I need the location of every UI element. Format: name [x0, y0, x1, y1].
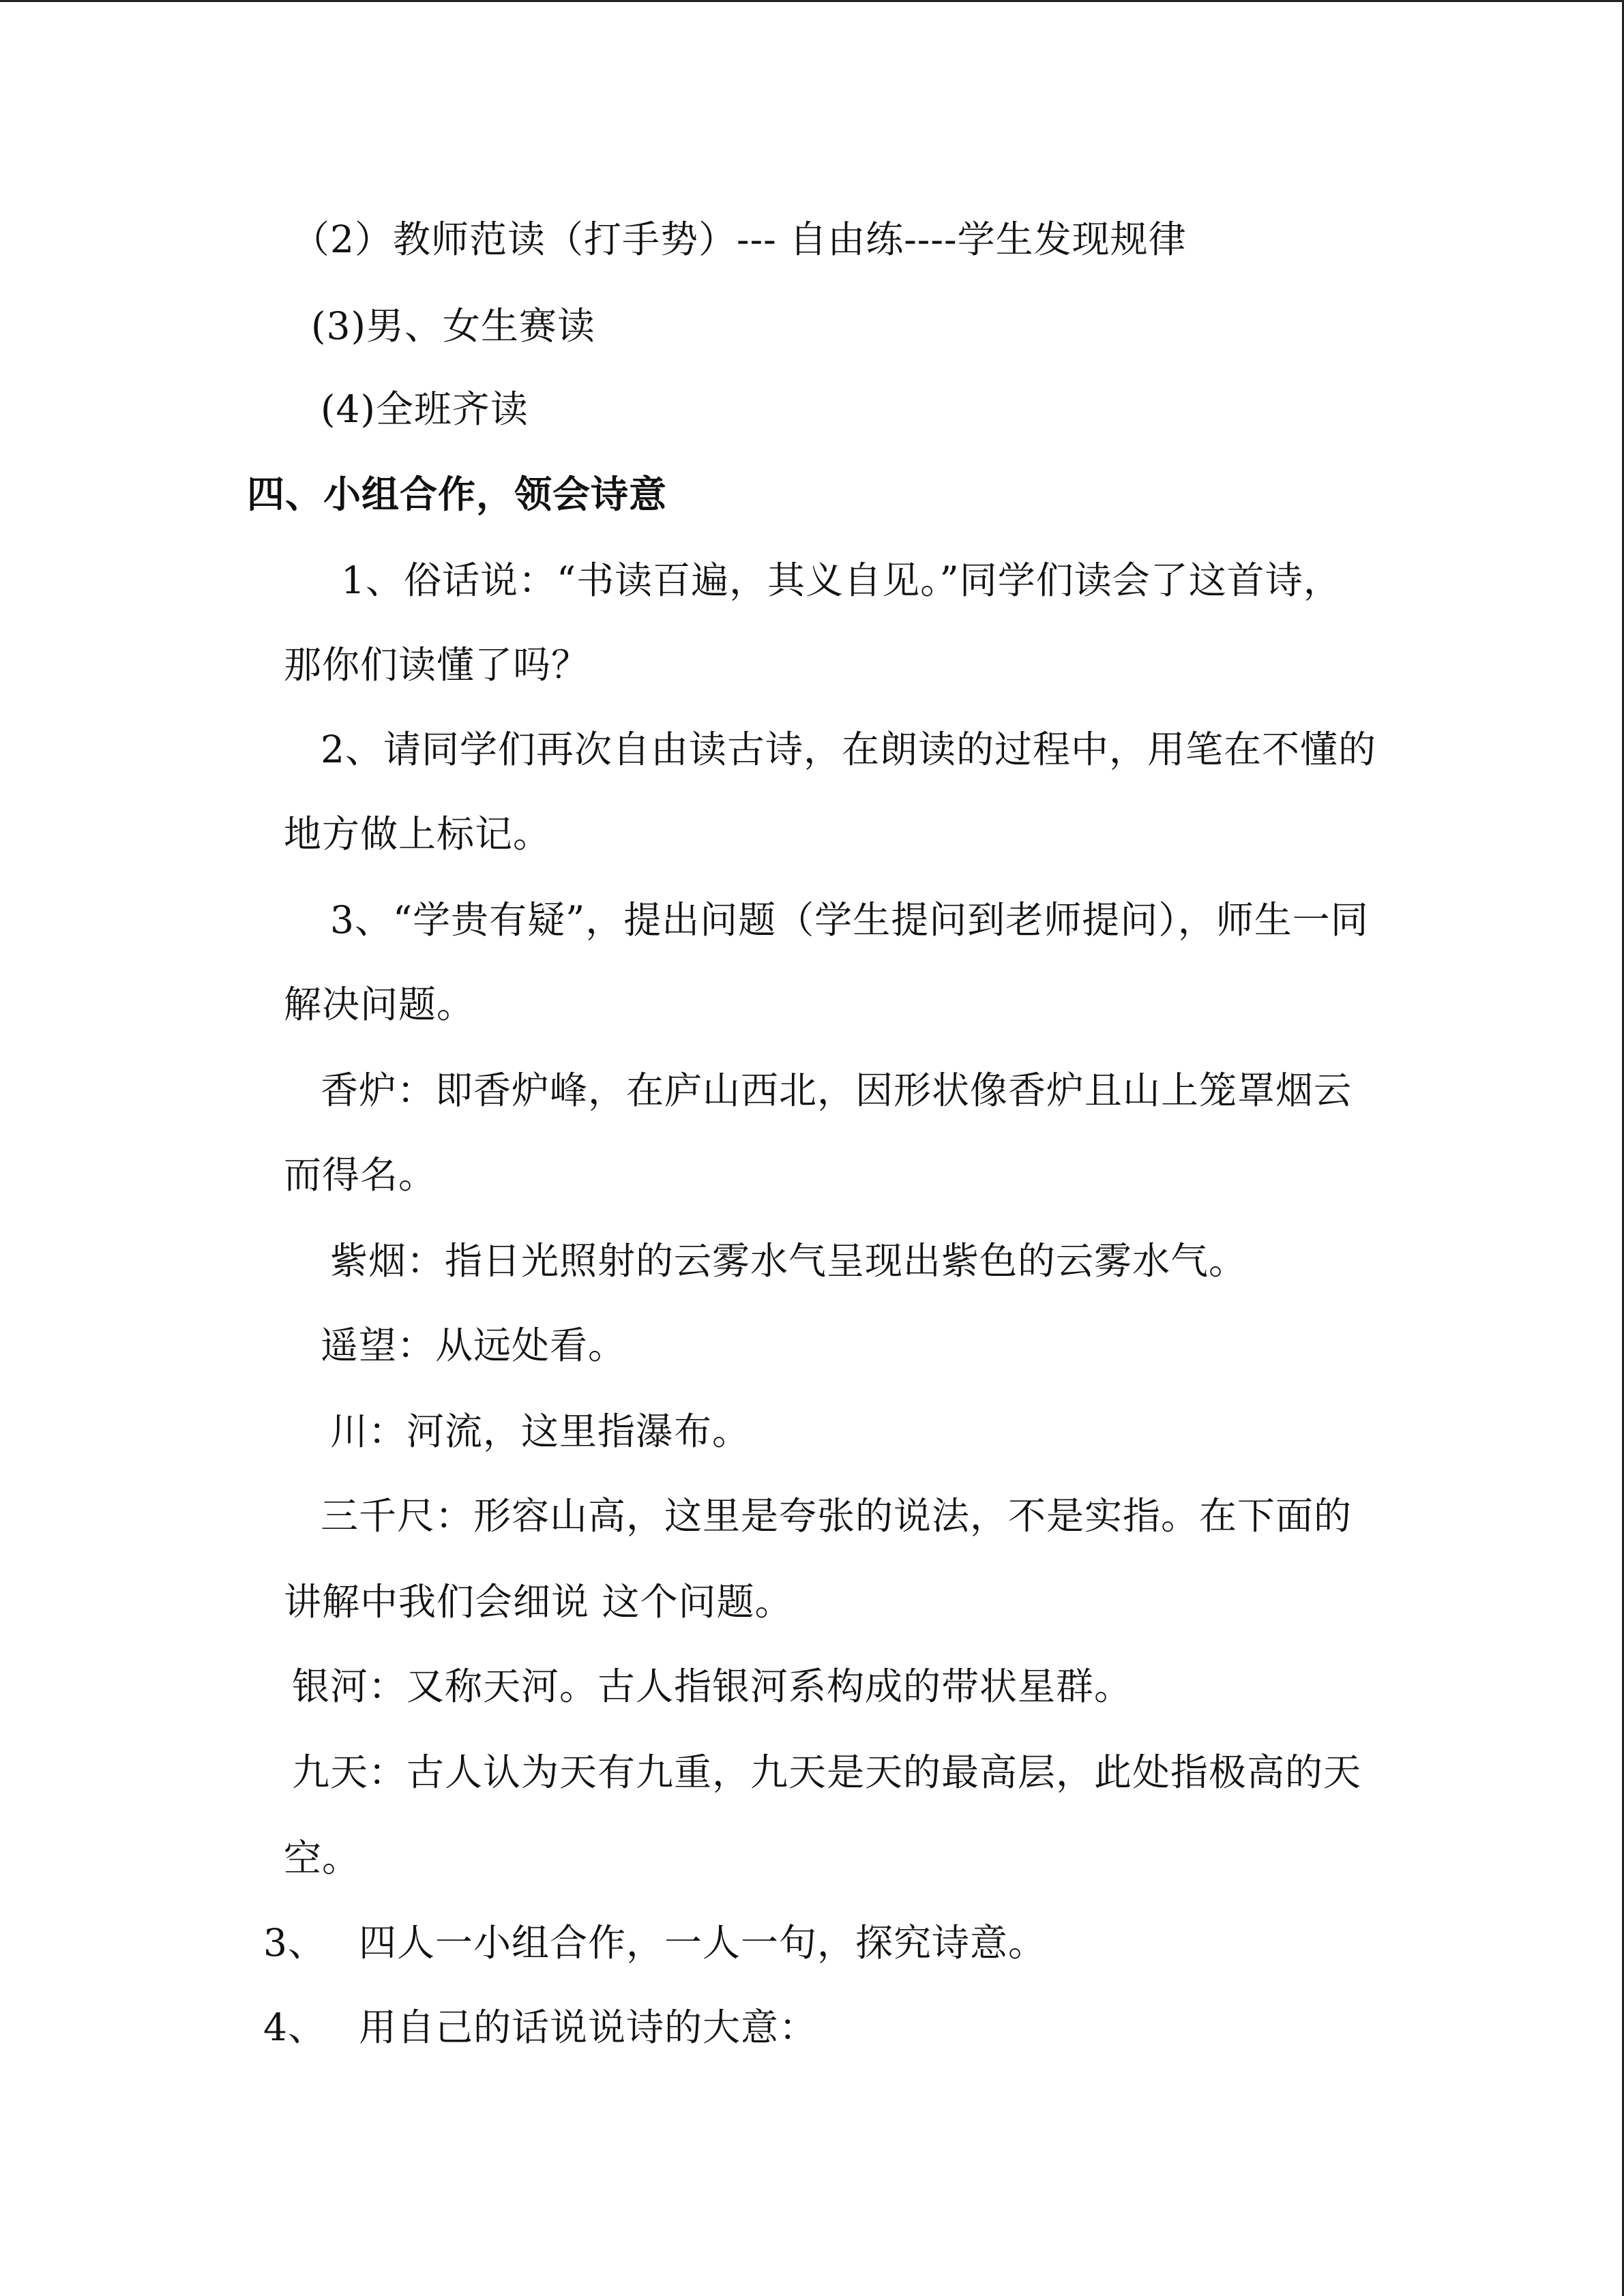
- text-line: 川：河流，这里指瀑布。: [330, 1410, 751, 1453]
- text-line: 三千尺：形容山高，这里是夸张的说法，不是实指。在下面的: [321, 1494, 1353, 1538]
- text-line: 香炉：即香炉峰，在庐山西北，因形状像香炉且山上笼罩烟云: [321, 1069, 1353, 1112]
- item-number: 3、: [263, 1921, 326, 1965]
- text-line: 紫烟：指日光照射的云雾水气呈现出紫色的云雾水气。: [330, 1239, 1247, 1283]
- text-line: (3)男、女生赛读: [311, 304, 595, 348]
- section-heading: 四、小组合作，领会诗意: [247, 472, 668, 516]
- text-line: （2）教师范读（打手势）--- 自由练----学生发现规律: [292, 218, 1187, 261]
- numbered-item: [263, 2003, 817, 2051]
- text-line: 讲解中我们会细说 这个问题。: [284, 1580, 793, 1624]
- item-text: 四人一小组合作，一人一句，探究诗意。: [359, 1921, 1047, 1965]
- text-line: 空。: [284, 1836, 361, 1880]
- text-line: 解决问题。: [284, 983, 475, 1026]
- numbered-item: [263, 1919, 1046, 1967]
- text-line: 地方做上标记。: [284, 812, 552, 856]
- text-line: 那你们读懂了吗？: [284, 643, 590, 687]
- text-line: 1、俗话说：“书读百遍，其义自见。”同学们读会了这首诗，: [341, 558, 1342, 602]
- text-line: 九天：古人认为天有九重，九天是天的最高层，此处指极高的天: [292, 1750, 1362, 1794]
- item-number: 4、: [263, 2006, 326, 2049]
- text-line: 3、“学贵有疑”，提出问题（学生提问到老师提问），师生一同: [330, 898, 1369, 942]
- text-line: 2、请同学们再次自由读古诗，在朗读的过程中，用笔在不懂的: [321, 728, 1376, 771]
- page-border-top: [0, 0, 1624, 2]
- text-line: 银河：又称天河。古人指银河系构成的带状星群。: [292, 1665, 1133, 1708]
- text-line: 遥望：从远处看。: [321, 1324, 627, 1367]
- text-line: 而得名。: [284, 1153, 437, 1197]
- text-line: (4)全班齐读: [321, 387, 529, 431]
- item-text: 用自己的话说说诗的大意：: [359, 2006, 818, 2049]
